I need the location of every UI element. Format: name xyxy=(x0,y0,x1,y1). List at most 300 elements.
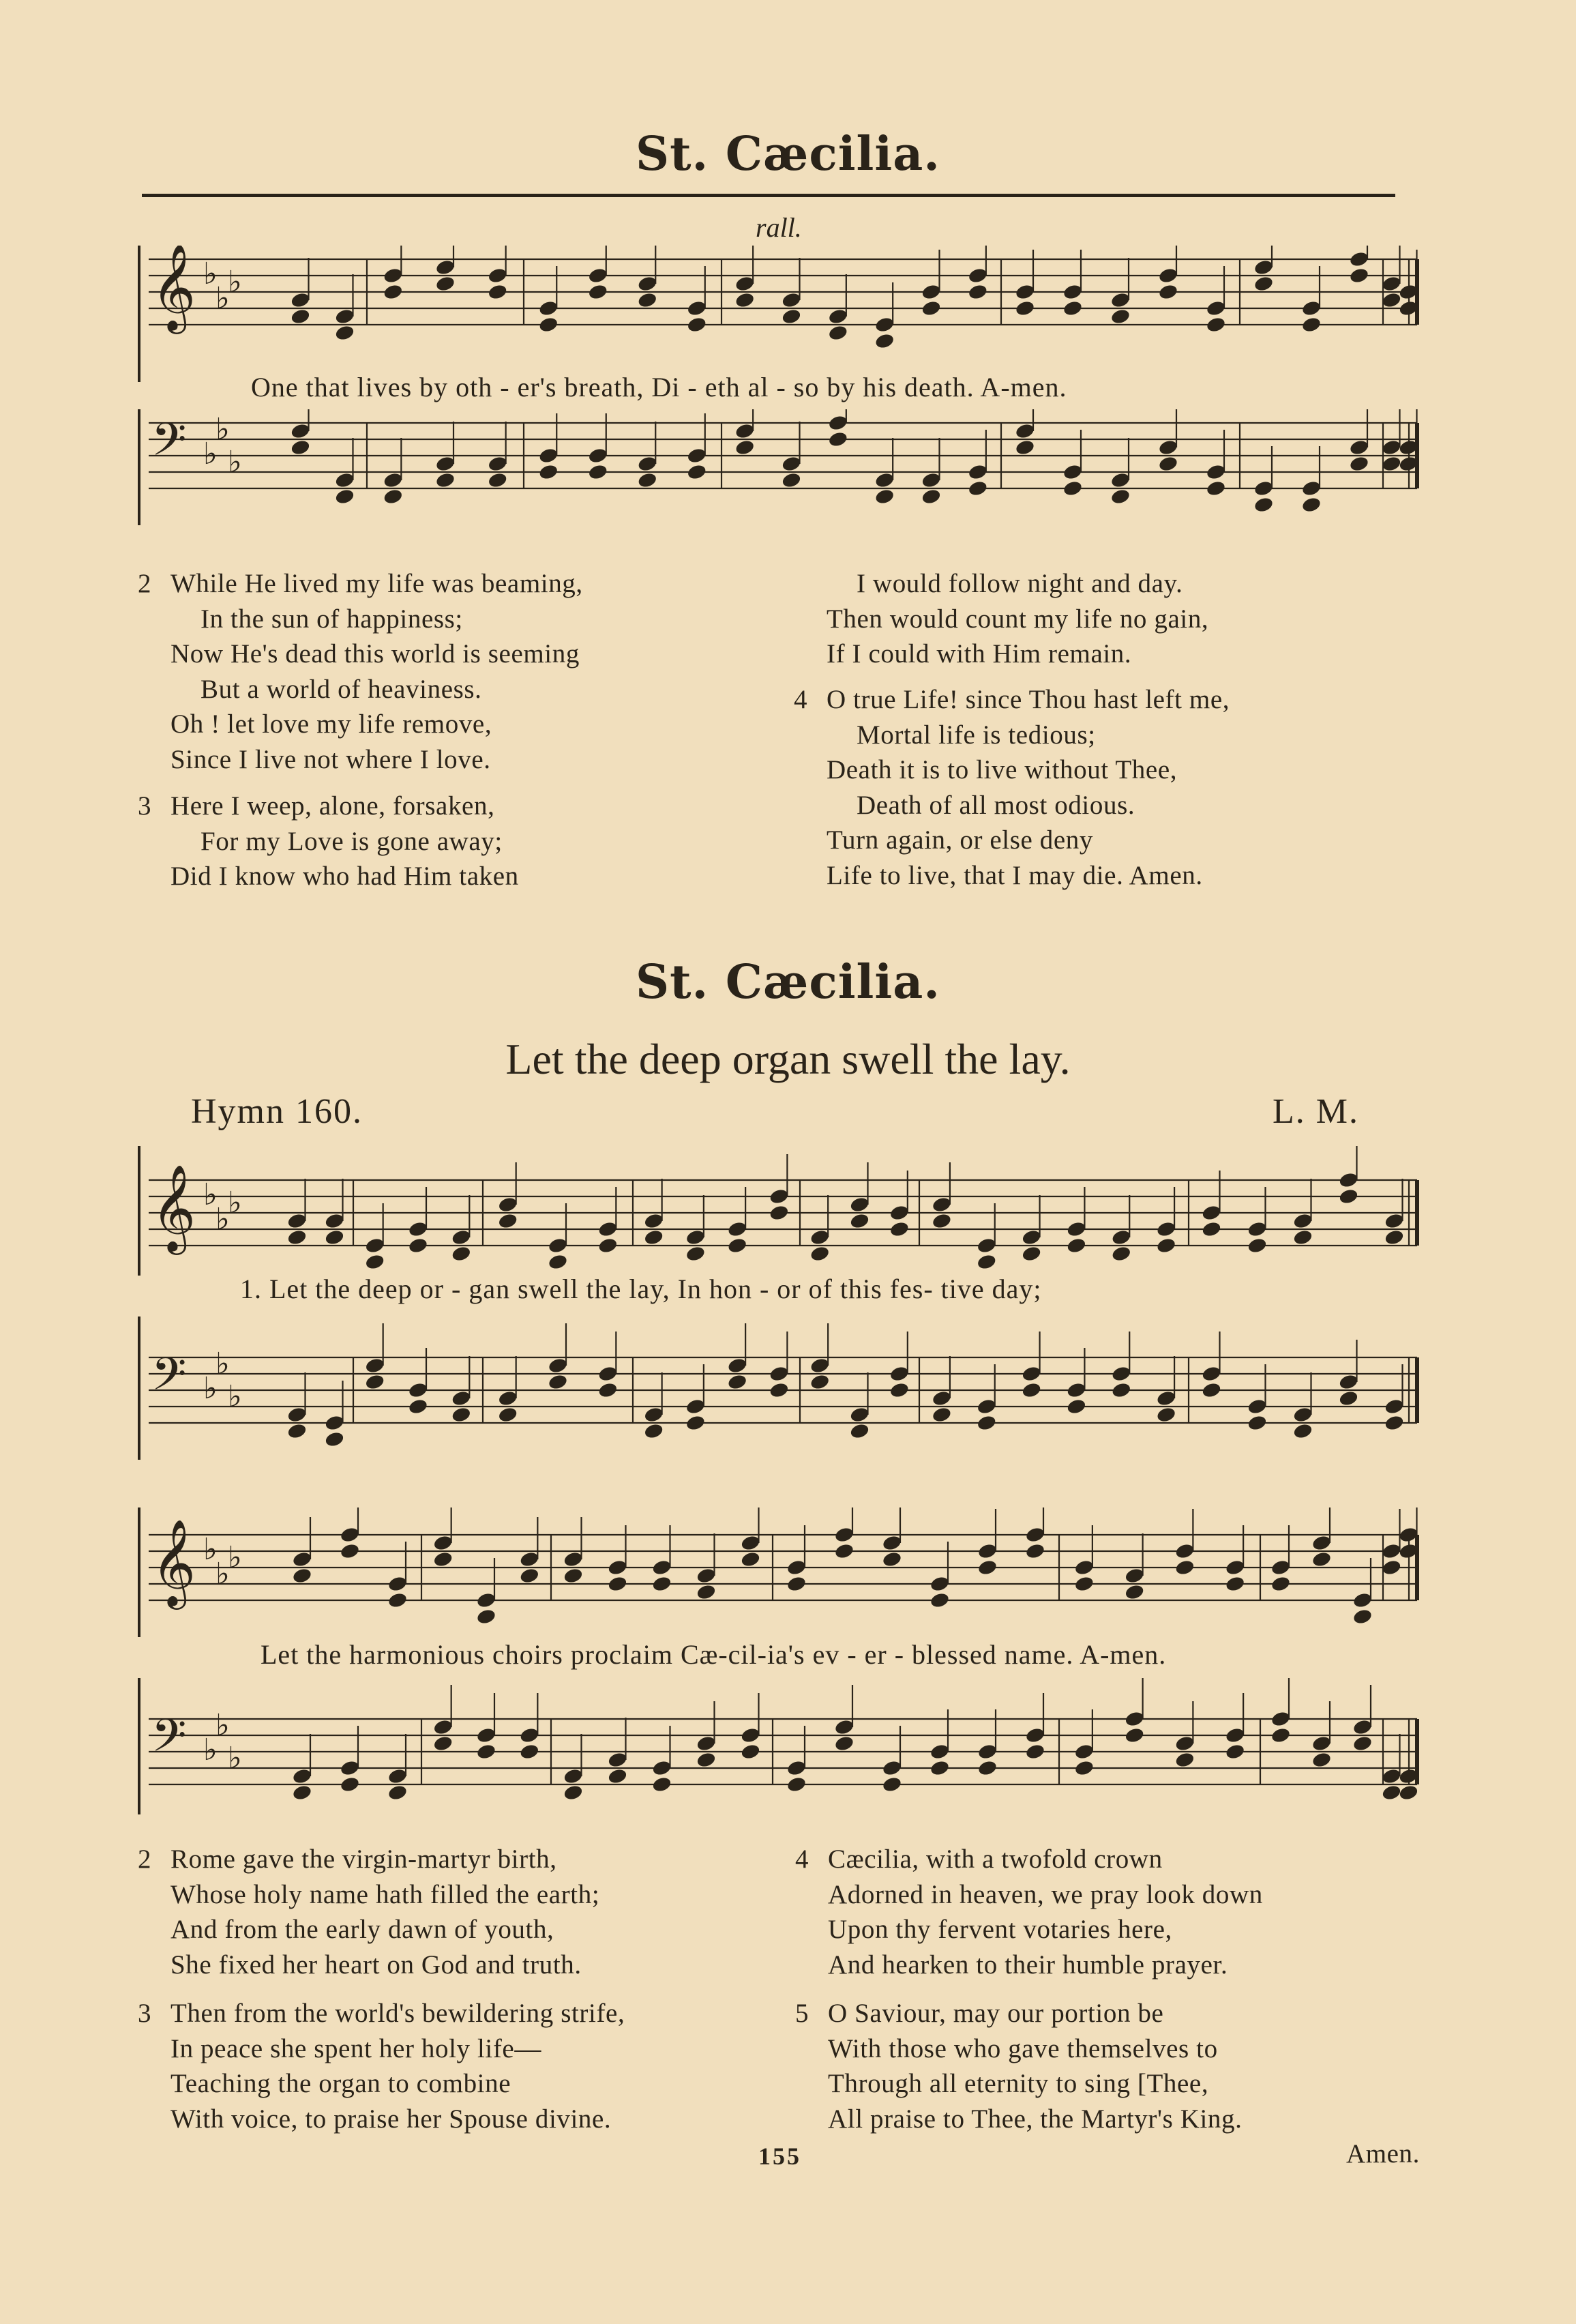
note-head xyxy=(849,1422,870,1440)
note-head xyxy=(696,1583,717,1601)
note-head xyxy=(408,1220,429,1238)
note-head xyxy=(1074,1759,1095,1777)
note-head xyxy=(1201,1204,1222,1222)
treble-staff-system-1 xyxy=(135,246,1431,382)
note-head xyxy=(1124,1726,1145,1744)
note-head xyxy=(1124,1567,1145,1585)
treble-clef-icon: 𝄞 xyxy=(151,1164,196,1251)
note-head xyxy=(476,1743,497,1761)
tempo-marking: rall. xyxy=(756,212,802,243)
note-head xyxy=(809,1373,831,1391)
note-head xyxy=(921,488,942,505)
note-head xyxy=(432,1534,454,1552)
note-head xyxy=(497,1212,518,1230)
note-head xyxy=(976,1414,997,1432)
note-head xyxy=(727,1237,748,1254)
note-head xyxy=(519,1726,540,1744)
note-head xyxy=(1338,1389,1359,1407)
note-head xyxy=(932,1212,953,1230)
hymn-number: Hymn 160. xyxy=(191,1092,363,1131)
note-head xyxy=(1066,1381,1087,1399)
note-head xyxy=(786,1776,807,1793)
note-head xyxy=(1025,1726,1046,1744)
note-head xyxy=(290,422,311,440)
note-head xyxy=(643,1229,664,1246)
note-head xyxy=(587,283,608,301)
note-head xyxy=(734,291,756,309)
note-head xyxy=(1174,1542,1195,1560)
note-head xyxy=(1158,267,1179,284)
note-head xyxy=(334,488,355,505)
note-head xyxy=(387,1591,408,1609)
note-head xyxy=(1225,1726,1246,1744)
note-head xyxy=(1349,439,1370,456)
note-head xyxy=(1381,275,1402,293)
note-head xyxy=(334,308,355,325)
bottom-hymn-title: St. Cæcilia. xyxy=(636,955,940,1010)
note-head xyxy=(286,1406,308,1424)
flat-icon: ♭ xyxy=(203,256,218,291)
note-head xyxy=(828,308,849,325)
note-head xyxy=(786,1759,807,1777)
note-head xyxy=(1201,1220,1222,1238)
note-head xyxy=(290,291,311,309)
note-head xyxy=(727,1220,748,1238)
note-head xyxy=(1074,1559,1095,1576)
note-head xyxy=(1384,1414,1405,1432)
note-head xyxy=(1311,1751,1333,1769)
note-head xyxy=(324,1430,345,1448)
note-head xyxy=(874,471,895,489)
note-head xyxy=(487,267,508,284)
flat-icon: ♭ xyxy=(203,1733,218,1767)
note-head xyxy=(686,316,707,334)
note-head xyxy=(828,324,849,342)
note-head xyxy=(651,1575,672,1593)
note-head xyxy=(968,267,989,284)
note-head xyxy=(1156,1237,1177,1254)
note-head xyxy=(432,1550,454,1568)
flat-icon: ♭ xyxy=(203,437,218,471)
note-head xyxy=(1206,316,1227,334)
flat-icon: ♭ xyxy=(215,281,230,316)
note-head xyxy=(1062,283,1084,301)
note-head xyxy=(548,1357,569,1374)
note-head xyxy=(727,1357,748,1374)
note-head xyxy=(476,1591,497,1609)
note-head xyxy=(1301,316,1322,334)
note-head xyxy=(383,488,404,505)
lyric-line-1: 1. Let the deep or - gan swell the lay, In hon - or of this fes- tive day; xyxy=(240,1274,1042,1304)
note-head xyxy=(286,1212,308,1230)
note-head xyxy=(740,1534,761,1552)
note-head xyxy=(696,1751,717,1769)
note-head xyxy=(930,1591,951,1609)
note-head xyxy=(769,1381,790,1399)
note-head xyxy=(1352,1608,1373,1626)
note-head xyxy=(786,1575,807,1593)
note-head xyxy=(1111,1229,1132,1246)
note-head xyxy=(781,308,802,325)
note-head xyxy=(538,463,559,481)
note-head xyxy=(451,1389,472,1407)
note-head xyxy=(828,430,849,448)
bass-clef-icon: 𝄢 xyxy=(151,413,187,477)
note-head xyxy=(889,1365,910,1383)
note-head xyxy=(637,291,658,309)
note-head xyxy=(1158,283,1179,301)
flat-icon: ♭ xyxy=(228,265,242,299)
top-verse-4: 4 O true Life! since Thou hast left me, Mortal life is tedious; Death it is to live without Thee, Death of all most odious. Turn again, or else deny Life to live, that I may die. Amen. xyxy=(794,685,1230,890)
bass-staff-2-svg xyxy=(135,1317,1431,1460)
note-head xyxy=(889,1381,910,1399)
bass-staff-system-3 xyxy=(135,1678,1431,1814)
note-head xyxy=(921,471,942,489)
note-head xyxy=(1247,1237,1268,1254)
note-head xyxy=(1124,1710,1145,1728)
note-head xyxy=(432,1735,454,1752)
treble-staff-1-svg xyxy=(135,246,1431,382)
note-head xyxy=(497,1196,518,1214)
flat-icon: ♭ xyxy=(228,1186,242,1220)
note-head xyxy=(597,1220,619,1238)
note-head xyxy=(809,1229,831,1246)
note-head xyxy=(849,1406,870,1424)
note-head xyxy=(921,299,942,317)
note-head xyxy=(1338,1171,1359,1189)
note-head xyxy=(1225,1559,1246,1576)
title-rule xyxy=(142,194,1395,197)
note-head xyxy=(1292,1422,1313,1440)
note-head xyxy=(882,1776,903,1793)
note-head xyxy=(451,1245,472,1263)
note-head xyxy=(548,1373,569,1391)
note-head xyxy=(1066,1398,1087,1415)
note-head xyxy=(1247,1220,1268,1238)
lyric-line-top: One that lives by oth - er's breath, Di - eth al - so by his death. A-men. xyxy=(251,372,1067,402)
bass-staff-1-svg xyxy=(135,409,1431,525)
note-head xyxy=(769,1188,790,1205)
note-head xyxy=(1352,1718,1373,1736)
note-head xyxy=(334,471,355,489)
note-head xyxy=(451,1406,472,1424)
note-head xyxy=(286,1422,308,1440)
note-head xyxy=(849,1212,870,1230)
note-head xyxy=(292,1550,313,1568)
note-head xyxy=(921,283,942,301)
note-head xyxy=(976,1398,997,1415)
note-head xyxy=(607,1751,628,1769)
note-head xyxy=(1174,1735,1195,1752)
treble-clef-icon: 𝄞 xyxy=(151,246,196,330)
note-head xyxy=(1015,422,1036,440)
top-verse-3-continued: I would follow night and day. Then would count my life no gain, If I could with Him remain. xyxy=(827,569,1209,668)
note-head xyxy=(1384,1229,1405,1246)
treble-staff-system-2 xyxy=(135,1146,1431,1276)
note-head xyxy=(1066,1237,1087,1254)
note-head xyxy=(387,1575,408,1593)
note-head xyxy=(727,1373,748,1391)
note-head xyxy=(538,316,559,334)
note-head xyxy=(290,439,311,456)
note-head xyxy=(324,1229,345,1246)
note-head xyxy=(685,1414,707,1432)
note-head xyxy=(1158,455,1179,473)
note-head xyxy=(1253,259,1275,276)
note-head xyxy=(538,447,559,465)
note-head xyxy=(1062,299,1084,317)
note-head xyxy=(1158,439,1179,456)
note-head xyxy=(643,1422,664,1440)
note-head xyxy=(1062,463,1084,481)
note-head xyxy=(740,1743,761,1761)
bottom-verse-5: 5 O Saviour, may our portion be With those who gave themselves to Through all eternity to sing [Thee, All praise to Thee, the Martyr's King. Amen. xyxy=(795,1999,1420,2168)
note-head xyxy=(1381,1767,1402,1785)
note-head xyxy=(809,1245,831,1263)
note-head xyxy=(874,488,895,505)
note-head xyxy=(686,299,707,317)
note-head xyxy=(408,1398,429,1415)
bass-clef-icon: 𝄢 xyxy=(151,1348,187,1411)
note-head xyxy=(882,1550,903,1568)
note-head xyxy=(889,1220,910,1238)
note-head xyxy=(563,1567,584,1585)
note-head xyxy=(1156,1389,1177,1407)
note-head xyxy=(1270,1726,1292,1744)
note-head xyxy=(685,1398,707,1415)
note-head xyxy=(497,1406,518,1424)
note-head xyxy=(1021,1381,1042,1399)
note-head xyxy=(1015,299,1036,317)
note-head xyxy=(685,1245,707,1263)
note-head xyxy=(607,1767,628,1785)
note-head xyxy=(364,1253,385,1271)
note-head xyxy=(930,1759,951,1777)
note-head xyxy=(1381,1542,1402,1560)
note-head xyxy=(882,1759,903,1777)
note-head xyxy=(874,316,895,334)
note-head xyxy=(651,1759,672,1777)
note-head xyxy=(1398,1784,1419,1801)
note-head xyxy=(340,1776,361,1793)
note-head xyxy=(519,1743,540,1761)
note-head xyxy=(1110,471,1131,489)
note-head xyxy=(563,1784,584,1801)
note-head xyxy=(1015,283,1036,301)
note-head xyxy=(383,267,404,284)
note-head xyxy=(476,1608,497,1626)
note-head xyxy=(487,455,508,473)
note-head xyxy=(976,1237,997,1254)
note-head xyxy=(740,1726,761,1744)
note-head xyxy=(587,447,608,465)
note-head xyxy=(930,1743,951,1761)
note-head xyxy=(340,1759,361,1777)
note-head xyxy=(1301,480,1322,497)
note-head xyxy=(1124,1583,1145,1601)
note-head xyxy=(834,1542,855,1560)
note-head xyxy=(548,1237,569,1254)
flat-icon: ♭ xyxy=(215,1557,230,1591)
note-head xyxy=(968,283,989,301)
note-head xyxy=(1015,439,1036,456)
note-head xyxy=(686,447,707,465)
bottom-verse-4: 4 Cæcilia, with a twofold crown Adorned in heaven, we pray look down Upon thy fervent votaries here, And hearken to their humble prayer. xyxy=(795,1844,1263,1980)
note-head xyxy=(932,1196,953,1214)
note-head xyxy=(977,1759,998,1777)
note-head xyxy=(1381,439,1402,456)
note-head xyxy=(519,1550,540,1568)
top-hymn-title: St. Cæcilia. xyxy=(636,127,940,181)
note-head xyxy=(1062,480,1084,497)
note-head xyxy=(882,1534,903,1552)
note-head xyxy=(968,463,989,481)
note-head xyxy=(696,1735,717,1752)
note-head xyxy=(637,275,658,293)
note-head xyxy=(1301,496,1322,514)
note-head xyxy=(340,1542,361,1560)
note-head xyxy=(1201,1381,1222,1399)
flat-icon: ♭ xyxy=(203,1371,218,1406)
note-head xyxy=(1292,1212,1313,1230)
note-head xyxy=(1247,1414,1268,1432)
note-head xyxy=(563,1550,584,1568)
note-head xyxy=(1381,455,1402,473)
note-head xyxy=(387,1767,408,1785)
note-head xyxy=(1253,275,1275,293)
note-head xyxy=(651,1776,672,1793)
note-head xyxy=(1156,1220,1177,1238)
note-head xyxy=(1025,1743,1046,1761)
note-head xyxy=(1270,1710,1292,1728)
note-head xyxy=(889,1204,910,1222)
flat-icon: ♭ xyxy=(203,1532,218,1567)
note-head xyxy=(563,1767,584,1785)
note-head xyxy=(1225,1743,1246,1761)
note-head xyxy=(1352,1591,1373,1609)
note-head xyxy=(364,1237,385,1254)
note-head xyxy=(1253,480,1275,497)
note-head xyxy=(1174,1751,1195,1769)
note-head xyxy=(977,1559,998,1576)
treble-staff-2-svg xyxy=(135,1146,1431,1276)
note-head xyxy=(740,1550,761,1568)
note-head xyxy=(769,1365,790,1383)
note-head xyxy=(324,1212,345,1230)
note-head xyxy=(432,1718,454,1736)
note-head xyxy=(487,471,508,489)
note-head xyxy=(930,1575,951,1593)
note-head xyxy=(781,471,802,489)
note-head xyxy=(1111,1245,1132,1263)
bottom-verse-3: 3 Then from the world's bewildering strife, In peace she spent her holy life— Teaching the organ to combine With voice, to praise her Spouse divine. xyxy=(138,1999,625,2134)
note-head xyxy=(734,422,756,440)
page-number: 155 xyxy=(758,2143,801,2170)
note-head xyxy=(292,1767,313,1785)
note-head xyxy=(874,332,895,350)
note-head xyxy=(809,1357,831,1374)
note-head xyxy=(1381,291,1402,309)
note-head xyxy=(1311,1550,1333,1568)
note-head xyxy=(1111,1365,1132,1383)
note-head xyxy=(932,1406,953,1424)
note-head xyxy=(786,1559,807,1576)
note-head xyxy=(387,1784,408,1801)
note-head xyxy=(1074,1743,1095,1761)
note-head xyxy=(781,455,802,473)
hymn-first-line: Let the deep organ swell the lay. xyxy=(505,1035,1071,1083)
note-head xyxy=(1381,1559,1402,1576)
note-head xyxy=(1021,1245,1042,1263)
note-head xyxy=(1206,480,1227,497)
note-head xyxy=(597,1381,619,1399)
flat-icon: ♭ xyxy=(228,1540,242,1575)
note-head xyxy=(476,1726,497,1744)
note-head xyxy=(1311,1735,1333,1752)
lyric-line-2: Let the harmonious choirs proclaim Cæ-cil-ia's ev - er - blessed name. A-men. xyxy=(261,1639,1167,1670)
note-head xyxy=(1311,1534,1333,1552)
note-head xyxy=(685,1229,707,1246)
bass-staff-3-svg xyxy=(135,1678,1431,1814)
note-head xyxy=(290,308,311,325)
note-head xyxy=(607,1575,628,1593)
note-head xyxy=(597,1237,619,1254)
note-head xyxy=(977,1743,998,1761)
note-head xyxy=(734,275,756,293)
hymn-meter: L. M. xyxy=(1273,1092,1359,1131)
top-verse-2: 2 While He lived my life was beaming, In the sun of happiness; Now He's dead this world is seeming But a world of heaviness. Oh ! let love my life remove, Since I live not where I love. xyxy=(138,569,583,774)
note-head xyxy=(1352,1735,1373,1752)
note-head xyxy=(408,1237,429,1254)
note-head xyxy=(292,1567,313,1585)
note-head xyxy=(637,455,658,473)
note-head xyxy=(435,455,456,473)
flat-icon: ♭ xyxy=(215,412,230,447)
flat-icon: ♭ xyxy=(215,1708,230,1743)
note-head xyxy=(1066,1220,1087,1238)
flat-icon: ♭ xyxy=(228,1379,242,1414)
note-head xyxy=(834,1735,855,1752)
note-head xyxy=(1201,1365,1222,1383)
treble-staff-system-3 xyxy=(135,1507,1431,1637)
flat-icon: ♭ xyxy=(215,1202,230,1237)
treble-clef-icon: 𝄞 xyxy=(151,1518,196,1606)
flat-icon: ♭ xyxy=(228,1741,242,1776)
note-head xyxy=(1110,291,1131,309)
note-head xyxy=(497,1389,518,1407)
note-head xyxy=(340,1526,361,1544)
note-head xyxy=(834,1718,855,1736)
bottom-verse-2: 2 Rome gave the virgin-martyr birth, Whose holy name hath filled the earth; And from the early dawn of youth, She fixed her heart on God and truth. xyxy=(138,1844,600,1980)
note-head xyxy=(1349,267,1370,284)
note-head xyxy=(1253,496,1275,514)
note-head xyxy=(1225,1575,1246,1593)
note-head xyxy=(734,439,756,456)
note-head xyxy=(769,1204,790,1222)
note-head xyxy=(364,1373,385,1391)
note-head xyxy=(1301,299,1322,317)
note-head xyxy=(696,1567,717,1585)
note-head xyxy=(1174,1559,1195,1576)
note-head xyxy=(1338,1188,1359,1205)
note-head xyxy=(932,1389,953,1407)
note-head xyxy=(587,463,608,481)
note-head xyxy=(292,1784,313,1801)
note-head xyxy=(1270,1559,1292,1576)
note-head xyxy=(1021,1365,1042,1383)
note-head xyxy=(597,1365,619,1383)
note-head xyxy=(651,1559,672,1576)
